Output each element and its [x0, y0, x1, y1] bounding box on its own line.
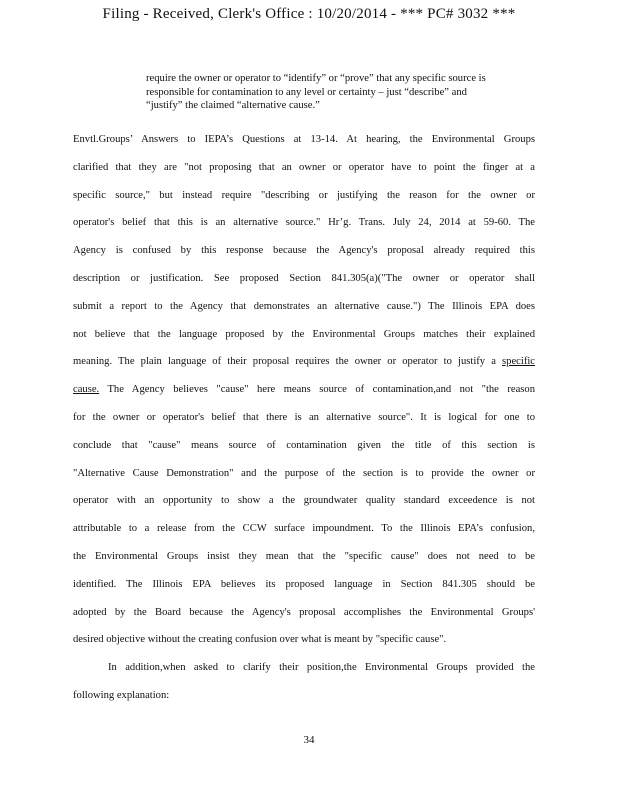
- body-line: operator with an opportunity to show a the groundwater quality standard exceedence is not: [73, 495, 535, 507]
- page-number: 34: [303, 734, 315, 746]
- body-line: operator's belief that this is an alternative source." Hr’g. Trans. July 24, 2014 at 59-60. The: [73, 217, 535, 229]
- body-line: not believe that the language proposed by the Environmental Groups matches their explained: [73, 328, 535, 340]
- quote-line: require the owner or operator to “identify” or “prove” that any specific source is: [146, 73, 486, 84]
- body-line: "Alternative Cause Demonstration" and the purpose of the section is to provide the owner or: [73, 467, 535, 479]
- body-line-text: meaning. The plain language of their proposal requires the owner or operator to justify a: [73, 356, 503, 368]
- body-line-text: The Agency believes "cause" here means source of contamination,and not "the reason: [99, 384, 535, 396]
- underlined-term: cause.: [73, 384, 100, 396]
- body-line: Envtl.Groups’ Answers to IEPA’s Questions at 13-14. At hearing, the Environmental Groups: [73, 134, 535, 145]
- underlined-term: specific: [502, 356, 535, 368]
- body-line: conclude that "cause" means source of contamination given the title of this section is: [73, 439, 535, 451]
- body-line: clarified that they are "not proposing that an owner or operator have to point the finger at a: [73, 161, 535, 173]
- body-line: Agency is confused by this response because the Agency's proposal already required this: [73, 245, 535, 257]
- body-text: [73, 126, 535, 710]
- body-line: adopted by the Board because the Agency's proposal accomplishes the Environmental Groups': [73, 606, 535, 618]
- body-line: submit a report to the Agency that demonstrates an alternative cause.") The Illinois EPA does: [73, 300, 535, 312]
- body-line: desired objective without the creating confusion over what is meant by "specific cause".: [73, 634, 447, 646]
- body-line: for the owner or operator's belief that there is an alternative source". It is logical for one to: [73, 411, 535, 423]
- body-line: the Environmental Groups insist they mean that the "specific cause" does not need to be: [73, 550, 535, 562]
- body-line: following explanation:: [73, 689, 170, 701]
- body-line: identified. The Illinois EPA believes its proposed language in Section 841.305 should be: [73, 578, 535, 590]
- filing-header: Filing - Received, Clerk's Office : 10/20/2014 - *** PC# 3032 ***: [102, 6, 516, 22]
- quote-line: “justify” the claimed “alternative cause.”: [146, 100, 320, 111]
- body-line: specific source," but instead require "describing or justifying the reason for the owner or: [73, 189, 535, 201]
- body-line-with-underline: [73, 348, 535, 376]
- paragraph-start-line: In addition,when asked to clarify their position,the Environmental Groups provided the: [108, 662, 535, 674]
- body-line: attributable to a release from the CCW surface impoundment. To the Illinois EPA’s confusion,: [73, 523, 535, 535]
- body-line: description or justification. See proposed Section 841.305(a)("The owner or operator shall: [73, 272, 535, 284]
- block-quote: [146, 72, 536, 113]
- body-line-with-underline: [73, 376, 535, 404]
- quote-line: responsible for contamination to any level or certainty – just “describe” and: [146, 86, 467, 98]
